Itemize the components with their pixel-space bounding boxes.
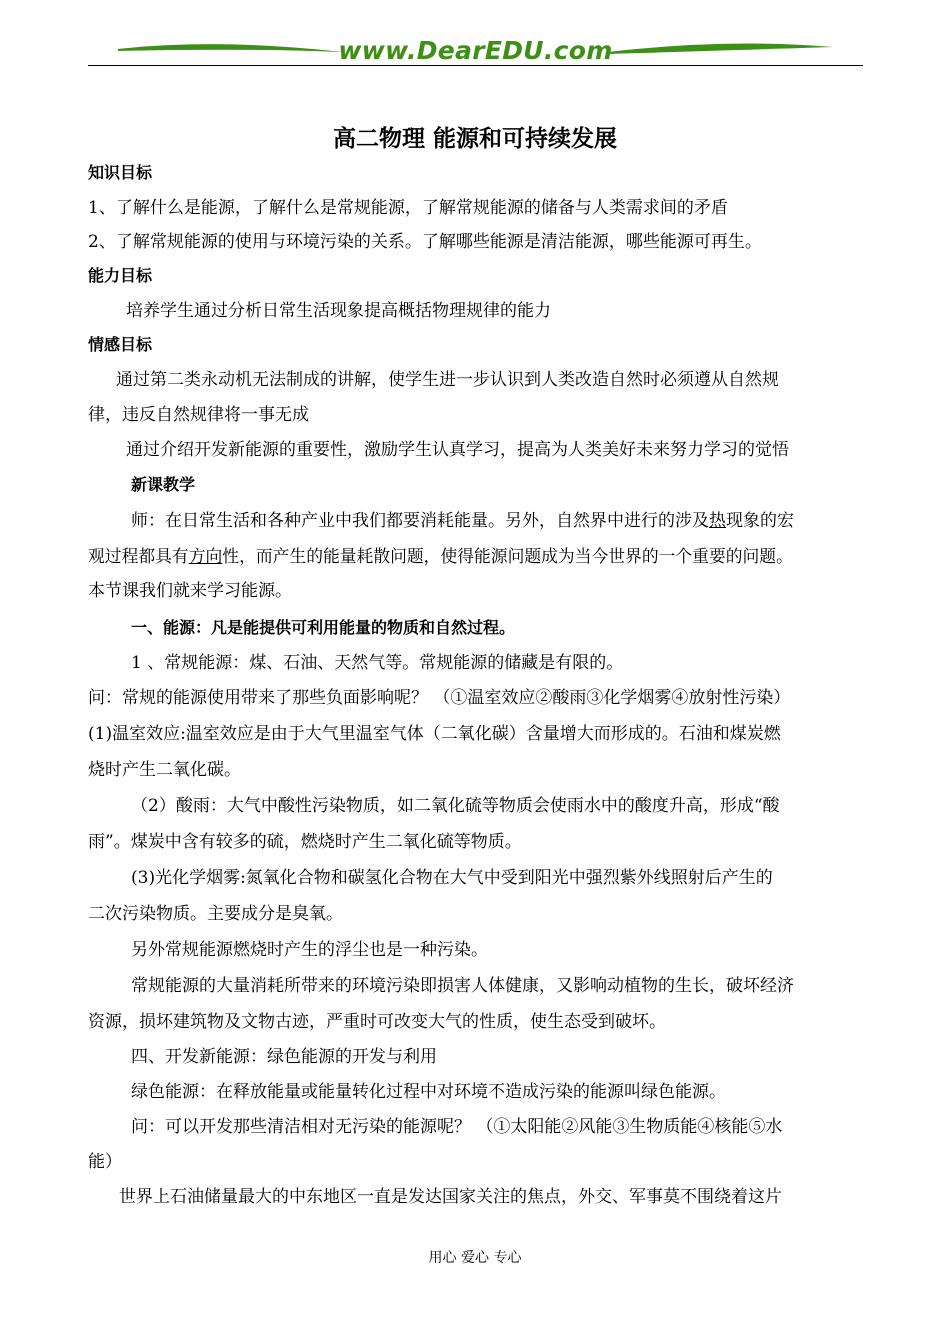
section-1-item-1: 1 、常规能源：煤、石油、天然气等。常规能源的储藏是有限的。 [131,653,624,673]
smog-line-1: (3)光化学烟雾:氮氧化合物和碳氢化合物在大气中受到阳光中强烈紫外线照射后产生的 [131,868,773,888]
knowledge-heading: 知识目标 [88,163,153,182]
site-logo-text: www.DearEDU.com [338,36,613,65]
dust-line: 另外常规能源燃烧时产生的浮尘也是一种污染。 [131,940,488,960]
header-banner [88,30,863,70]
emotion-item-1-line-2: 律，违反自然规律将一事无成 [88,405,309,425]
emotion-item-1-line-1: 通过第二类永动机无法制成的讲解，使学生进一步认识到人类改造自然时必须遵从自然规 [116,370,779,390]
acid-rain-line-1: （2）酸雨：大气中酸性污染物质，如二氧化硫等物质会使雨水中的酸度升高，形成“酸 [131,796,780,816]
greenhouse-line-2: 烧时产生二氧化碳。 [88,760,241,780]
smog-line-2: 二次污染物质。主要成分是臭氧。 [88,904,343,924]
harm-line-1: 常规能源的大量消耗所带来的环境污染即损害人体健康，又影响动植物的生长，破坏经济 [131,976,794,996]
section-4-heading: 四、开发新能源：绿色能源的开发与利用 [131,1047,437,1067]
acid-rain-line-2: 雨”。煤炭中含有较多的硫，燃烧时产生二氧化硫等物质。 [88,832,522,852]
green-energy-definition: 绿色能源：在释放能量或能量转化过程中对环境不造成污染的能源叫绿色能源。 [131,1082,726,1102]
harm-line-2: 资源，损坏建筑物及文物古迹，严重时可改变大气的性质，使生态受到破坏。 [88,1012,666,1032]
mideast-line: 世界上石油储量最大的中东地区一直是发达国家关注的焦点，外交、军事莫不围绕着这片 [119,1187,782,1207]
section-1-heading: 一、能源：凡是能提供可利用能量的物质和自然过程。 [131,618,516,637]
question-2-line-2: 能） [88,1152,122,1172]
new-lesson-heading: 新课教学 [131,475,196,494]
knowledge-item-2: 2、了解常规能源的使用与环境污染的关系。了解哪些能源是清洁能源，哪些能源可再生。 [88,232,762,252]
page-footer: 用心 爱心 专心 [428,1250,522,1266]
ability-item-1: 培养学生通过分析日常生活现象提高概括物理规律的能力 [126,301,551,321]
paragraph-1-line-3: 本节课我们就来学习能源。 [88,581,292,601]
paragraph-1-line-1: 师：在日常生活和各种产业中我们都要消耗能量。另外，自然界中进行的涉及热现象的宏 [131,511,794,531]
greenhouse-line-1: (1)温室效应:温室效应是由于大气里温室气体（二氧化碳）含量增大而形成的。石油和煤炭燃 [88,724,781,744]
page-title: 高二物理 能源和可持续发展 [332,126,617,152]
question-1: 问：常规的能源使用带来了那些负面影响呢？ （①温室效应②酸雨③化学烟雾④放射性污染） [88,688,791,708]
emotion-heading: 情感目标 [88,335,153,354]
emotion-item-2: 通过介绍开发新能源的重要性，激励学生认真学习，提高为人类美好未来努力学习的觉悟 [126,440,789,460]
header-rule [88,65,863,66]
question-2-line-1: 问：可以开发那些清洁相对无污染的能源呢？ （①太阳能②风能③生物质能④核能⑤水 [131,1117,783,1137]
paragraph-1-line-2: 观过程都具有方向性，而产生的能量耗散问题，使得能源问题成为当今世界的一个重要的问题。 [88,546,793,566]
knowledge-item-1: 1、了解什么是能源，了解什么是常规能源，了解常规能源的储备与人类需求间的矛盾 [88,198,728,218]
ability-heading: 能力目标 [88,266,153,285]
